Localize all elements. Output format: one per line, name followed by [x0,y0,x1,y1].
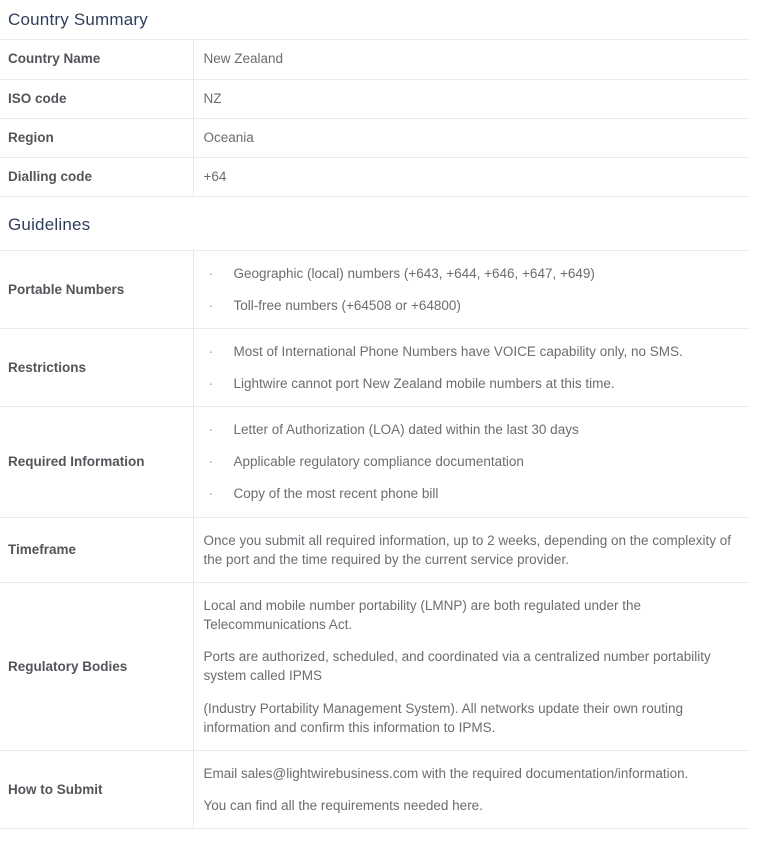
row-value-country-name: New Zealand [193,40,750,79]
row-value-portable-numbers [193,250,750,328]
table-row [0,407,750,517]
paragraph: (Industry Portability Management System). All networks update their own routing information and confirm this information to IPMS. [203,700,683,735]
list-item [204,264,739,283]
table-row [0,750,750,828]
table-row [0,582,750,750]
list-item-text: Applicable regulatory compliance documentation [233,454,524,470]
row-value-restrictions [193,328,750,406]
bullet-list [204,264,739,315]
list-item-text: Letter of Authorization (LOA) dated within the last 30 days [233,422,579,438]
section-heading-row-country-summary [0,0,750,40]
paragraph: Ports are authorized, scheduled, and coordinated via a centralized number portability system called IPMS [203,649,711,684]
list-item [204,452,739,471]
row-value-how-to-submit [193,750,750,828]
list-item [204,420,739,439]
bullet-list [204,420,739,503]
section-heading-country-summary: Country Summary [8,10,148,29]
bullet-dot-icon: · [208,375,213,391]
row-label-how-to-submit: How to Submit [0,750,193,828]
table-row [0,118,750,157]
section-heading-cell [0,197,750,250]
row-value-regulatory-bodies [193,582,750,750]
list-item-text: Toll-free numbers (+64508 or +64800) [233,297,461,313]
section-heading-row-guidelines [0,197,750,250]
table-row [0,158,750,197]
row-value-region: Oceania [193,118,750,157]
row-value-timeframe [193,517,750,582]
list-item [204,484,739,503]
bullet-dot-icon: · [208,422,213,438]
table-row [0,250,750,328]
table-row [0,328,750,406]
table-row [0,40,750,79]
row-label-regulatory-bodies: Regulatory Bodies [0,582,193,750]
section-heading-cell [0,0,750,40]
bullet-dot-icon: · [208,454,213,470]
bullet-dot-icon: · [208,486,213,502]
row-label-iso-code: ISO code [0,79,193,118]
bullet-dot-icon: · [208,297,213,313]
paragraph-email-instruction: Email sales@lightwirebusiness.com with the required documentation/information. [203,765,689,781]
row-label-region: Region [0,118,193,157]
list-item-text: Lightwire cannot port New Zealand mobile numbers at this time. [233,375,615,391]
list-item [204,374,739,393]
table-row [0,79,750,118]
section-heading-guidelines: Guidelines [8,215,91,235]
table-row [0,517,750,582]
paragraph-requirements-link: You can find all the requirements needed here. [203,798,483,813]
row-label-dialling-code: Dialling code [0,158,193,197]
row-label-portable-numbers: Portable Numbers [0,250,193,328]
paragraph: Local and mobile number portability (LMNP) are both regulated under the Telecommunications Act. [203,597,641,633]
list-item [204,342,739,361]
list-item-text: Copy of the most recent phone bill [233,486,439,502]
row-label-restrictions: Restrictions [0,328,193,406]
row-label-country-name: Country Name [0,40,193,79]
row-label-timeframe: Timeframe [0,517,193,582]
list-item [204,296,739,315]
bullet-dot-icon: · [208,343,213,359]
list-item-text: Geographic (local) numbers (+643, +644, +646, +647, +649) [233,265,595,281]
row-label-required-information: Required Information [0,407,193,517]
row-value-iso-code: NZ [193,79,750,118]
bullet-list [204,342,739,393]
list-item-text: Most of International Phone Numbers have VOICE capability only, no SMS. [233,343,683,359]
paragraph: Once you submit all required information, up to 2 weeks, depending on the complexity of the port and the time required by the current service provider. [203,532,732,567]
row-value-required-information [193,407,750,517]
row-value-dialling-code: +64 [193,158,750,197]
bullet-dot-icon: · [208,265,213,281]
